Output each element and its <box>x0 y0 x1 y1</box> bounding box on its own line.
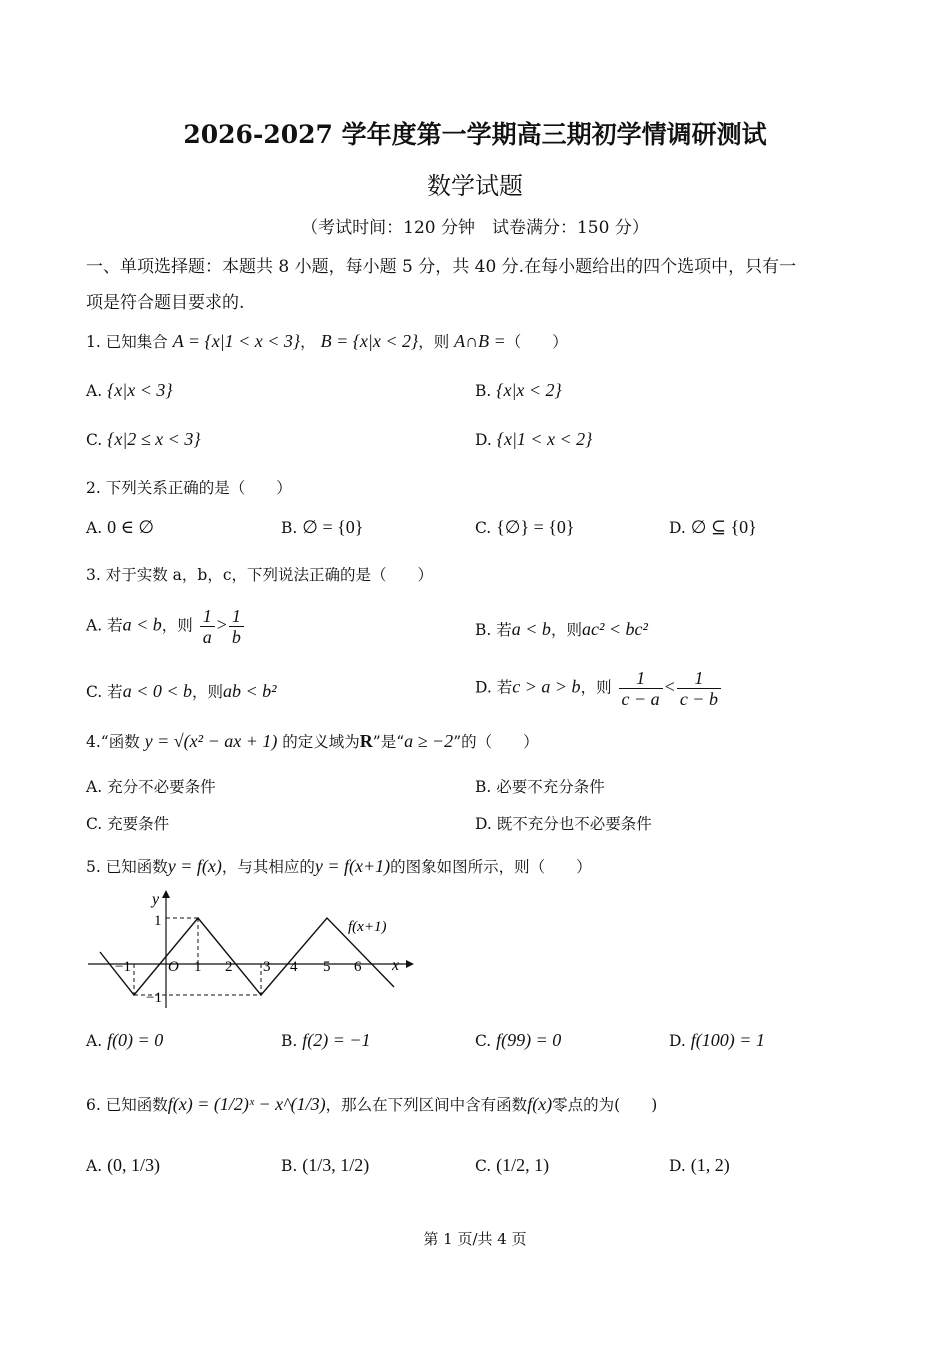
q3-option-c: C. 若a < 0 < b，则ab < b² <box>86 681 277 701</box>
q4-option-b: B. 必要不充分条件 <box>475 778 605 796</box>
q5-option-c: C. f(99) = 0 <box>475 1030 562 1050</box>
q1-option-a: A. {x|x < 3} <box>86 380 173 400</box>
question-3: 3. 对于实数 a，b，c，下列说法正确的是（ ） <box>86 566 434 584</box>
question-number: 2. <box>86 479 101 497</box>
question-number: 5. <box>86 858 101 876</box>
question-number: 3. <box>86 566 101 584</box>
q2-option-b: B. ∅ = {0} <box>281 517 364 537</box>
question-2: 2. 下列关系正确的是（ ） <box>86 479 292 497</box>
q3-option-d: D. 若c > a > b，则 $\frac{1}{c - a}$ < $\frac{1}{c - b}$ <box>475 668 723 709</box>
y-tick-label: −1 <box>146 990 162 1006</box>
exam-info: （考试时间：120 分钟 试卷满分：150 分） <box>301 218 649 238</box>
exam-subtitle: 数学试题 <box>427 172 523 200</box>
set-b: B = {x|x < 2} <box>320 331 419 351</box>
question-number: 6. <box>86 1096 101 1114</box>
q1-option-b: B. {x|x < 2} <box>475 380 562 400</box>
q2-option-d: D. ∅ ⊆ {0} <box>669 517 757 537</box>
section-instructions-line2: 项是符合题目要求的. <box>86 293 245 313</box>
tick-label: 2 <box>225 959 233 975</box>
tick-label: 3 <box>263 959 271 975</box>
q4-option-a: A. 充分不必要条件 <box>86 778 216 796</box>
q3-option-a: A. 若a < b，则 $\frac{1}{a}$ > $\frac{1}{b}$ <box>86 606 246 647</box>
x-axis-arrow-icon <box>406 960 414 968</box>
exam-title: 2026-2027 学年度第一学期高三期初学情调研测试 <box>183 120 767 149</box>
intersection-expr: A∩B = <box>454 331 506 351</box>
x-axis-label: x <box>392 957 400 974</box>
exp-function: f(x) = (1/2)ˣ − x^(1/3) <box>167 1094 326 1114</box>
q6-option-c: C. (1/2, 1) <box>475 1155 550 1175</box>
sqrt-function: y = √(x² − ax + 1) <box>144 731 278 751</box>
tick-label: 6 <box>354 959 362 975</box>
y-axis-label: y <box>152 891 160 908</box>
q2-option-c: C. {∅} = {0} <box>475 517 575 537</box>
set-a: A = {x|1 < x < 3} <box>172 331 301 351</box>
question-number: 4. <box>86 733 101 751</box>
q4-option-c: C. 充要条件 <box>86 815 170 833</box>
question-5: 5. 已知函数y = f(x)，与其相应的y = f(x+1)的图象如图所示，则（ ） <box>86 856 592 876</box>
q6-option-a: A. (0, 1/3) <box>86 1155 161 1175</box>
question-number: 1. <box>86 333 101 351</box>
q4-option-d: D. 既不充分也不必要条件 <box>475 815 652 833</box>
q3-option-b: B. 若a < b，则ac² < bc² <box>475 619 648 639</box>
q1-option-c: C. {x|2 ≤ x < 3} <box>86 429 201 449</box>
y-tick-label: 1 <box>154 913 162 929</box>
y-axis-arrow-icon <box>162 890 170 898</box>
q1-option-d: D. {x|1 < x < 2} <box>475 429 593 449</box>
question-1: 1. 已知集合 A = {x|1 < x < 3}， B = {x|x < 2}，则 A∩B =（ ） <box>86 331 568 351</box>
origin-label: O <box>168 959 179 975</box>
tick-label: 1 <box>194 959 202 975</box>
q5-option-a: A. f(0) = 0 <box>86 1030 164 1050</box>
q5-option-b: B. f(2) = −1 <box>281 1030 371 1050</box>
q6-option-b: B. (1/3, 1/2) <box>281 1155 370 1175</box>
tick-label: −1 <box>115 959 131 975</box>
section-instructions-line1: 一、单项选择题：本题共 8 小题，每小题 5 分，共 40 分.在每小题给出的四个选项中，只有一 <box>86 257 797 277</box>
question-4: 4.“函数 y = √(x² − ax + 1) 的定义域为R”是“a ≥ −2”的（ ） <box>86 731 539 751</box>
q2-option-a: A. 0 ∈ ∅ <box>86 517 155 537</box>
function-graph <box>86 888 416 1014</box>
q5-option-d: D. f(100) = 1 <box>669 1030 765 1050</box>
curve-label: f(x+1) <box>348 919 387 935</box>
question-6: 6. 已知函数f(x) = (1/2)ˣ − x^(1/3)，那么在下列区间中含有函数f(x)零点的为( ) <box>86 1094 658 1114</box>
tick-label: 4 <box>290 959 298 975</box>
tick-label: 5 <box>323 959 331 975</box>
q6-option-d: D. (1, 2) <box>669 1155 730 1175</box>
page-footer: 第 1 页/共 4 页 <box>423 1230 527 1248</box>
